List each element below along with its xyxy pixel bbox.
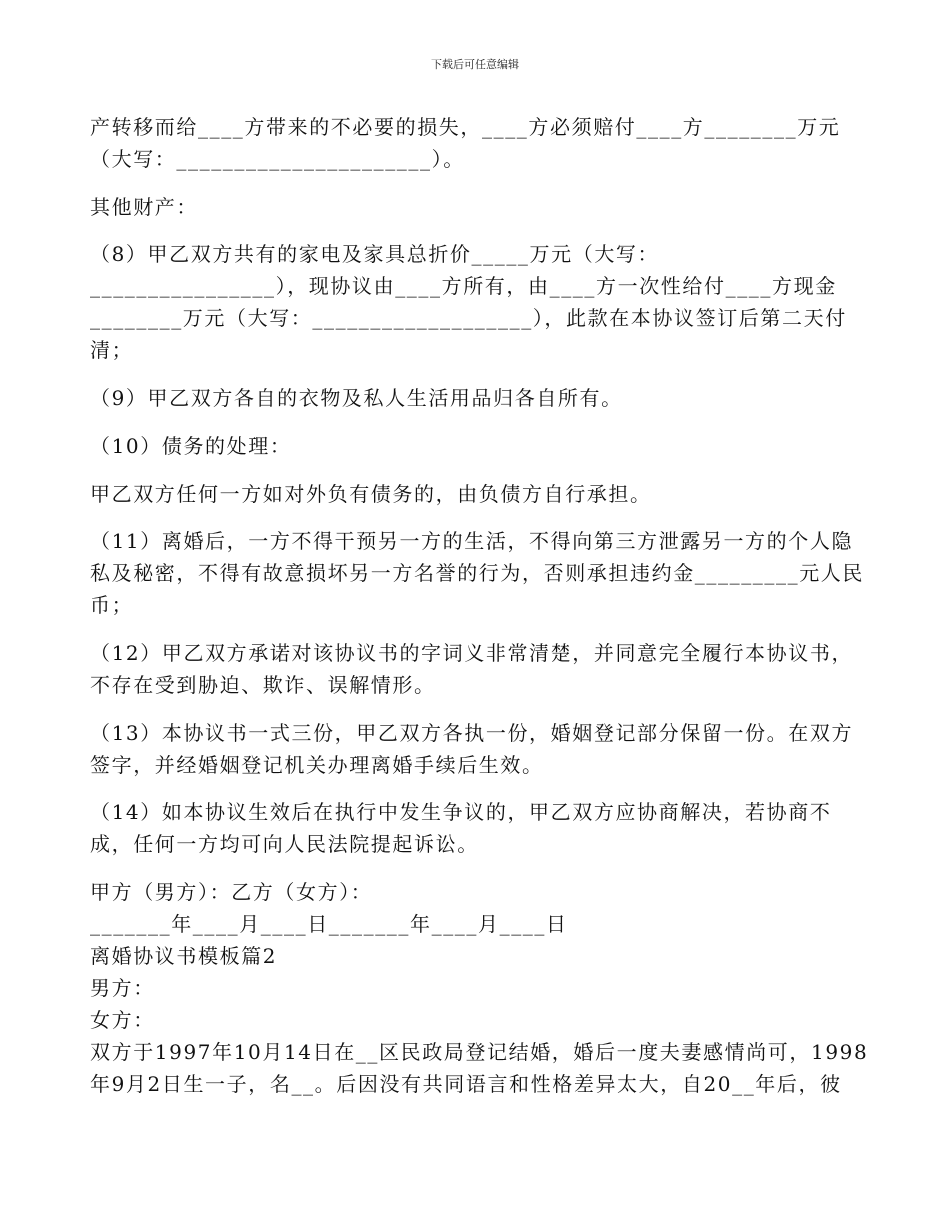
text-line: 私及秘密，不得有故意损坏另一方名誉的行为，否则承担违约金_________元人民	[90, 561, 864, 585]
text-line: 产转移而给____方带来的不必要的损失，____方必须赔付____方________万元	[90, 115, 841, 139]
text-line: 年9月2日生一子，名__。后因没有共同语言和性格差异太大，自20__年后，彼	[90, 1072, 842, 1096]
page-header: 下载后可任意编辑	[431, 58, 519, 71]
text-line: 签字，并经婚姻登记机关办理离婚手续后生效。	[90, 753, 544, 777]
text-line: ________________），现协议由____方所有，由____方一次性给付____方现金	[90, 274, 837, 298]
signature-line: 甲方（男方）：乙方（女方）：	[90, 880, 373, 904]
text-line: （9）甲乙双方各自的衣物及私人生活用品归各自所有。	[90, 386, 623, 410]
text-line: 不存在受到胁迫、欺诈、误解情形。	[90, 673, 436, 697]
section-title: 离婚协议书模板篇2	[90, 944, 278, 968]
text-line: （12）甲乙双方承诺对该协议书的字词义非常清楚，并同意完全履行本协议书，	[90, 641, 854, 665]
text-line: ________万元（大写：___________________），此款在本协议签订后第二天付	[90, 306, 847, 330]
text-line: 币；	[90, 593, 134, 617]
text-line: 双方于1997年10月14日在__区民政局登记结婚，婚后一度夫妻感情尚可，1998	[90, 1040, 869, 1064]
text-line: （8）甲乙双方共有的家电及家具总折价_____万元（大写：	[90, 242, 660, 266]
text-line: 甲乙双方任何一方如对外负有债务的，由负债方自行承担。	[90, 482, 652, 506]
text-line: （10）债务的处理：	[90, 434, 292, 458]
date-line: _______年____月____日_______年____月____日	[90, 912, 568, 936]
text-line: 女方：	[90, 1008, 155, 1032]
text-line: （14）如本协议生效后在执行中发生争议的，甲乙双方应协商解决，若协商不	[90, 800, 832, 824]
text-line: 成，任何一方均可向人民法院提起诉讼。	[90, 832, 479, 856]
text-line: 清；	[90, 338, 134, 362]
text-line: （11）离婚后，一方不得干预另一方的生活，不得向第三方泄露另一方的个人隐	[90, 529, 854, 553]
text-line: 男方：	[90, 976, 155, 1000]
text-line: （大写：______________________）。	[90, 147, 465, 171]
text-line: （13）本协议书一式三份，甲乙双方各执一份，婚姻登记部分保留一份。在双方	[90, 721, 854, 745]
section-heading: 其他财产：	[90, 195, 198, 219]
